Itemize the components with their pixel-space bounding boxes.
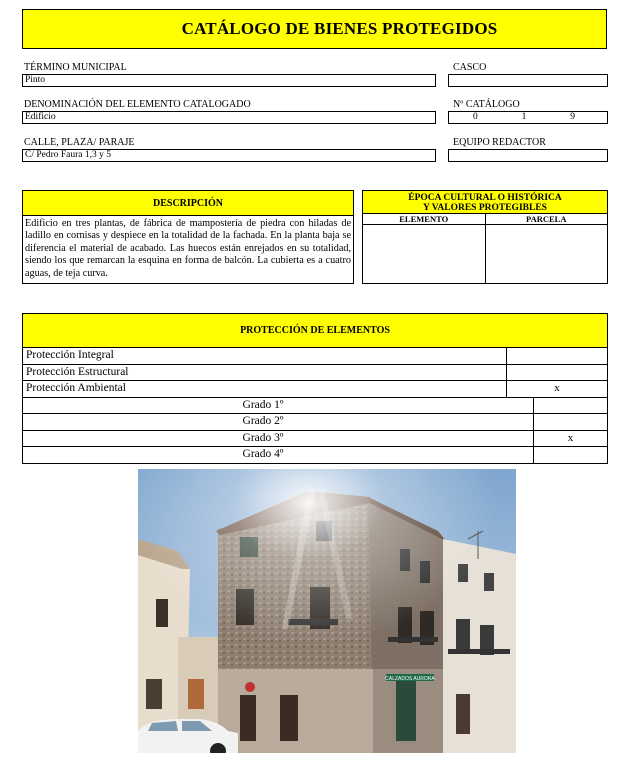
- proteccion-label: Protección Integral: [23, 348, 507, 364]
- grado-label: Grado 3º: [23, 431, 534, 447]
- table-row: [22, 447, 608, 464]
- table-row: [22, 431, 608, 448]
- proteccion-label: Protección Estructural: [23, 365, 507, 381]
- proteccion-mark: [534, 414, 607, 430]
- denominacion-label: DENOMINACIÓN DEL ELEMENTO CATALOGADO: [24, 99, 251, 110]
- grado-label: Grado 1º: [23, 398, 534, 414]
- catalogo-number-field: [448, 111, 608, 124]
- building-photo-image: [138, 469, 516, 753]
- table-row: [22, 414, 608, 431]
- catalogo-digit: 9: [570, 112, 576, 122]
- proteccion-mark: x: [567, 431, 574, 444]
- proteccion-mark: [507, 348, 607, 364]
- epoca-elemento-cell: [363, 225, 486, 283]
- catalog-title: [22, 9, 607, 49]
- proteccion-heading-text: PROTECCIÓN DE ELEMENTOS: [240, 325, 390, 336]
- table-row: [22, 348, 608, 365]
- catalog-title-text: CATÁLOGO DE BIENES PROTEGIDOS: [181, 19, 498, 38]
- table-row: [22, 365, 608, 382]
- epoca-col-elemento: ELEMENTO: [363, 214, 486, 224]
- table-row: [22, 381, 608, 398]
- table-row: [22, 398, 608, 415]
- epoca-heading-line1: ÉPOCA CULTURAL O HISTÓRICA: [408, 193, 562, 203]
- building-photo: [138, 469, 516, 753]
- proteccion-mark: [534, 398, 607, 414]
- calle-field: C/ Pedro Faura 1,3 y 5: [22, 149, 436, 162]
- epoca-col-parcela: PARCELA: [526, 214, 567, 224]
- termino-label: TÉRMINO MUNICIPAL: [24, 62, 127, 73]
- casco-label: CASCO: [453, 62, 487, 73]
- catalogo-label: Nº CATÁLOGO: [453, 99, 520, 110]
- proteccion-mark: x: [554, 382, 560, 394]
- proteccion-table: [22, 348, 608, 464]
- equipo-label: EQUIPO REDACTOR: [453, 137, 546, 148]
- descripcion-heading: [22, 190, 354, 216]
- proteccion-mark: [534, 447, 607, 463]
- denominacion-field: Edificio: [22, 111, 436, 124]
- descripcion-text: Edificio en tres plantas, de fábrica de mampostería de piedra con hiladas de ladillo en cornisas y despiece en la totalidad de la fachada. En la planta baja se diferencia el material de acabado. Las huecos están enrejados en su totalidad, siendo los que remarcan la esquina en forma de balcón. La cubierta es a cuatro aguas, de teja curva.: [22, 216, 354, 284]
- proteccion-heading: [22, 313, 608, 348]
- epoca-heading-line2: Y VALORES PROTEGIBLES: [423, 203, 547, 213]
- epoca-parcela-cell: [486, 225, 608, 283]
- equipo-field: [448, 149, 608, 162]
- epoca-heading: [362, 190, 608, 214]
- catalogo-digit: 1: [521, 112, 527, 122]
- grado-label: Grado 4º: [23, 447, 534, 463]
- casco-field: [448, 74, 608, 87]
- epoca-body: [362, 225, 608, 284]
- proteccion-label: Protección Ambiental: [23, 381, 507, 397]
- calle-label: CALLE, PLAZA/ PARAJE: [24, 137, 135, 148]
- catalogo-digit: 0: [472, 112, 478, 122]
- epoca-column-headers: [362, 214, 608, 225]
- descripcion-heading-text: DESCRIPCIÓN: [152, 197, 223, 209]
- proteccion-mark: [507, 365, 607, 381]
- grado-label: Grado 2º: [23, 414, 534, 430]
- termino-field: Pinto: [22, 74, 436, 87]
